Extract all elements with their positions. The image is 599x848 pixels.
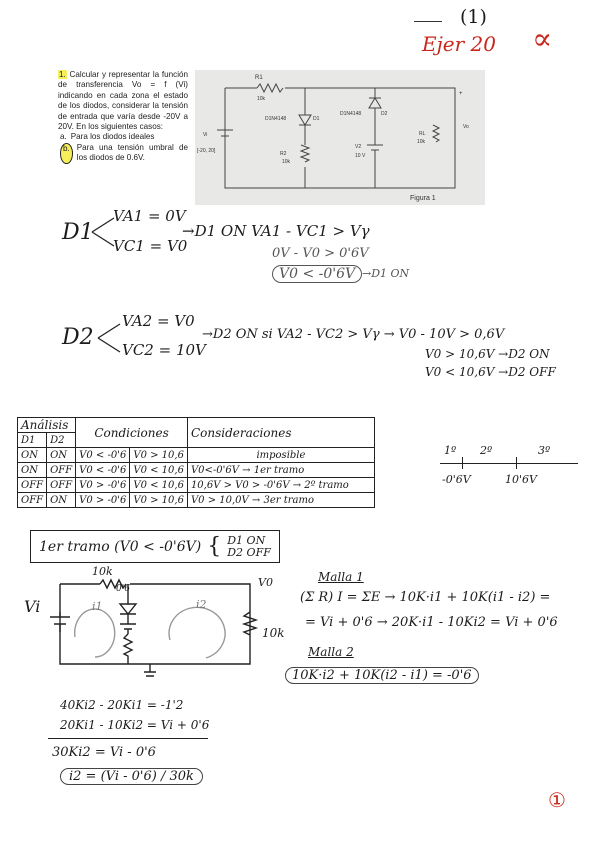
d2-line2: V0 > 10,6V →D2 ON: [425, 347, 550, 361]
zone-tick-2: [516, 457, 517, 469]
table-title: Análisis: [18, 418, 76, 433]
solve-rule: [48, 738, 208, 739]
fig-vi-range: [-20, 20]: [197, 148, 216, 154]
tramo-d2: D2 OFF: [227, 545, 271, 559]
fig-d1-model: D1N4148: [265, 116, 287, 122]
solve-line-2: 20Ki1 - 10Ki2 = Vi + 0'6: [60, 718, 210, 732]
tramo-box: 1er tramo (V0 < -0'6V) { D1 ON D2 OFF: [30, 530, 280, 563]
fig-d2-model: D1N4148: [340, 111, 362, 117]
solve-line-4: i2 = (Vi - 0'6) / 30k: [60, 768, 203, 785]
d1-result: V0 < -0'6V: [272, 265, 362, 283]
fig-r2: R2: [280, 151, 287, 157]
zone-tick-label-2: 10'6V: [505, 473, 537, 486]
d1-result-note: →D1 ON: [362, 267, 410, 280]
header-dash: [414, 21, 442, 22]
fig-rl: RL: [419, 131, 426, 137]
d2-label: D2: [62, 325, 94, 350]
zone-axis: [440, 463, 578, 464]
solve-line-1: 40Ki2 - 20Ki1 = -1'2: [60, 698, 184, 712]
tramo-label: 1er tramo (V0 < -0'6V): [39, 538, 202, 555]
exercise-mark: ∝: [532, 22, 553, 57]
d1-va: VA1 = 0V: [113, 207, 186, 225]
table-header-d1: D1: [18, 433, 47, 448]
d1-label: D1: [62, 220, 94, 245]
fig-rl-val: 10k: [417, 139, 426, 145]
circuit-i2: i2: [196, 598, 207, 611]
table-row: OFF ON V0 > -0'6 V0 > 10,6 V0 > 10,0V → 3er tramo: [18, 493, 375, 508]
d2-condition: →D2 ON si VA2 - VC2 > Vγ → V0 - 10V > 0,6V: [202, 327, 505, 342]
tramo-d1: D1 ON: [227, 533, 266, 547]
malla2-equation: 10K·i2 + 10K(i2 - i1) = -0'6: [285, 667, 479, 684]
problem-statement: [58, 70, 188, 164]
malla1-equation: (Σ R) I = ΣE → 10K·i1 + 10K(i1 - i2) =: [300, 590, 551, 605]
zone-tick-label-1: -0'6V: [442, 473, 471, 486]
fig-r2-val: 10k: [282, 159, 291, 165]
zone-tick-1: [462, 457, 463, 469]
option-b: b. Para una tensión umbral de los diodos de 0.6V.: [60, 143, 188, 164]
figure-1-circuit: [195, 70, 485, 205]
d1-vc: VC1 = V0: [113, 237, 188, 255]
fig-r1: R1: [255, 75, 263, 81]
circuit-r-label: 10k: [92, 565, 113, 578]
fig-v2: V2: [355, 144, 362, 150]
circuit-vd: 0'6: [116, 584, 130, 594]
table-header-d2: D2: [47, 433, 76, 448]
table-row: ON ON V0 < -0'6 V0 > 10,6 imposible: [18, 448, 375, 463]
page-number: (1): [460, 6, 487, 28]
malla1-equation-2: = Vi + 0'6 → 20K·i1 - 10Ki2 = Vi + 0'6: [305, 615, 558, 630]
footer-page-mark: ①: [548, 788, 566, 812]
d1-step: 0V - V0 > 0'6V: [272, 246, 369, 261]
fig-vo: Vo: [463, 124, 469, 130]
figure-1-photo: [195, 70, 485, 205]
zone-1: 1º: [444, 444, 457, 457]
fig-v2-val: 10 V: [355, 153, 366, 159]
solve-line-3: 30Ki2 = Vi - 0'6: [52, 745, 156, 760]
table-header-considerations: Consideraciones: [187, 418, 374, 448]
exercise-label: Ejer 20: [422, 32, 497, 56]
circuit-i1: i1: [92, 600, 103, 613]
fig-d1: D1: [313, 116, 320, 122]
problem-number: 1.: [59, 70, 66, 79]
table-row: OFF OFF V0 > -0'6 V0 < 10,6 10,6V > V0 > -0'6V → 2º tramo: [18, 478, 375, 493]
circuit-vo: V0: [258, 576, 273, 589]
fig-vi: Vi: [203, 132, 208, 138]
zone-2: 2º: [480, 444, 493, 457]
option-a: a. Para los diodos ideales: [60, 132, 155, 142]
fig-r1-val: 10k: [257, 96, 266, 102]
d2-vc: VC2 = 10V: [122, 341, 206, 359]
malla1-title: Malla 1: [318, 570, 364, 584]
table-row: ON OFF V0 < -0'6 V0 < 10,6 V0<-0'6V → 1er tramo: [18, 463, 375, 478]
d1-condition: →D1 ON VA1 - VC1 > Vγ: [182, 222, 370, 240]
drawn-circuit: [20, 572, 280, 682]
d2-va: VA2 = V0: [122, 312, 195, 330]
problem-text: Calcular y representar la función de transferencia Vo = f (Vi) indicando en cada zona el estado de los diodos, considerar la tensión de entrada que varía desde -20V a 20V. En los siguientes casos:: [58, 70, 188, 132]
zone-3: 3º: [538, 444, 551, 457]
d2-line3: V0 < 10,6V →D2 OFF: [425, 365, 556, 379]
fig-plus: +: [459, 91, 463, 97]
analysis-table: [17, 417, 375, 508]
table-header-conditions: Condiciones: [76, 418, 188, 448]
fig-caption: Figura 1: [410, 195, 436, 202]
fig-d2: D2: [381, 111, 388, 117]
circuit-rl: 10k: [262, 626, 285, 640]
malla2-title: Malla 2: [308, 645, 354, 659]
circuit-vi: Vi: [24, 597, 41, 616]
